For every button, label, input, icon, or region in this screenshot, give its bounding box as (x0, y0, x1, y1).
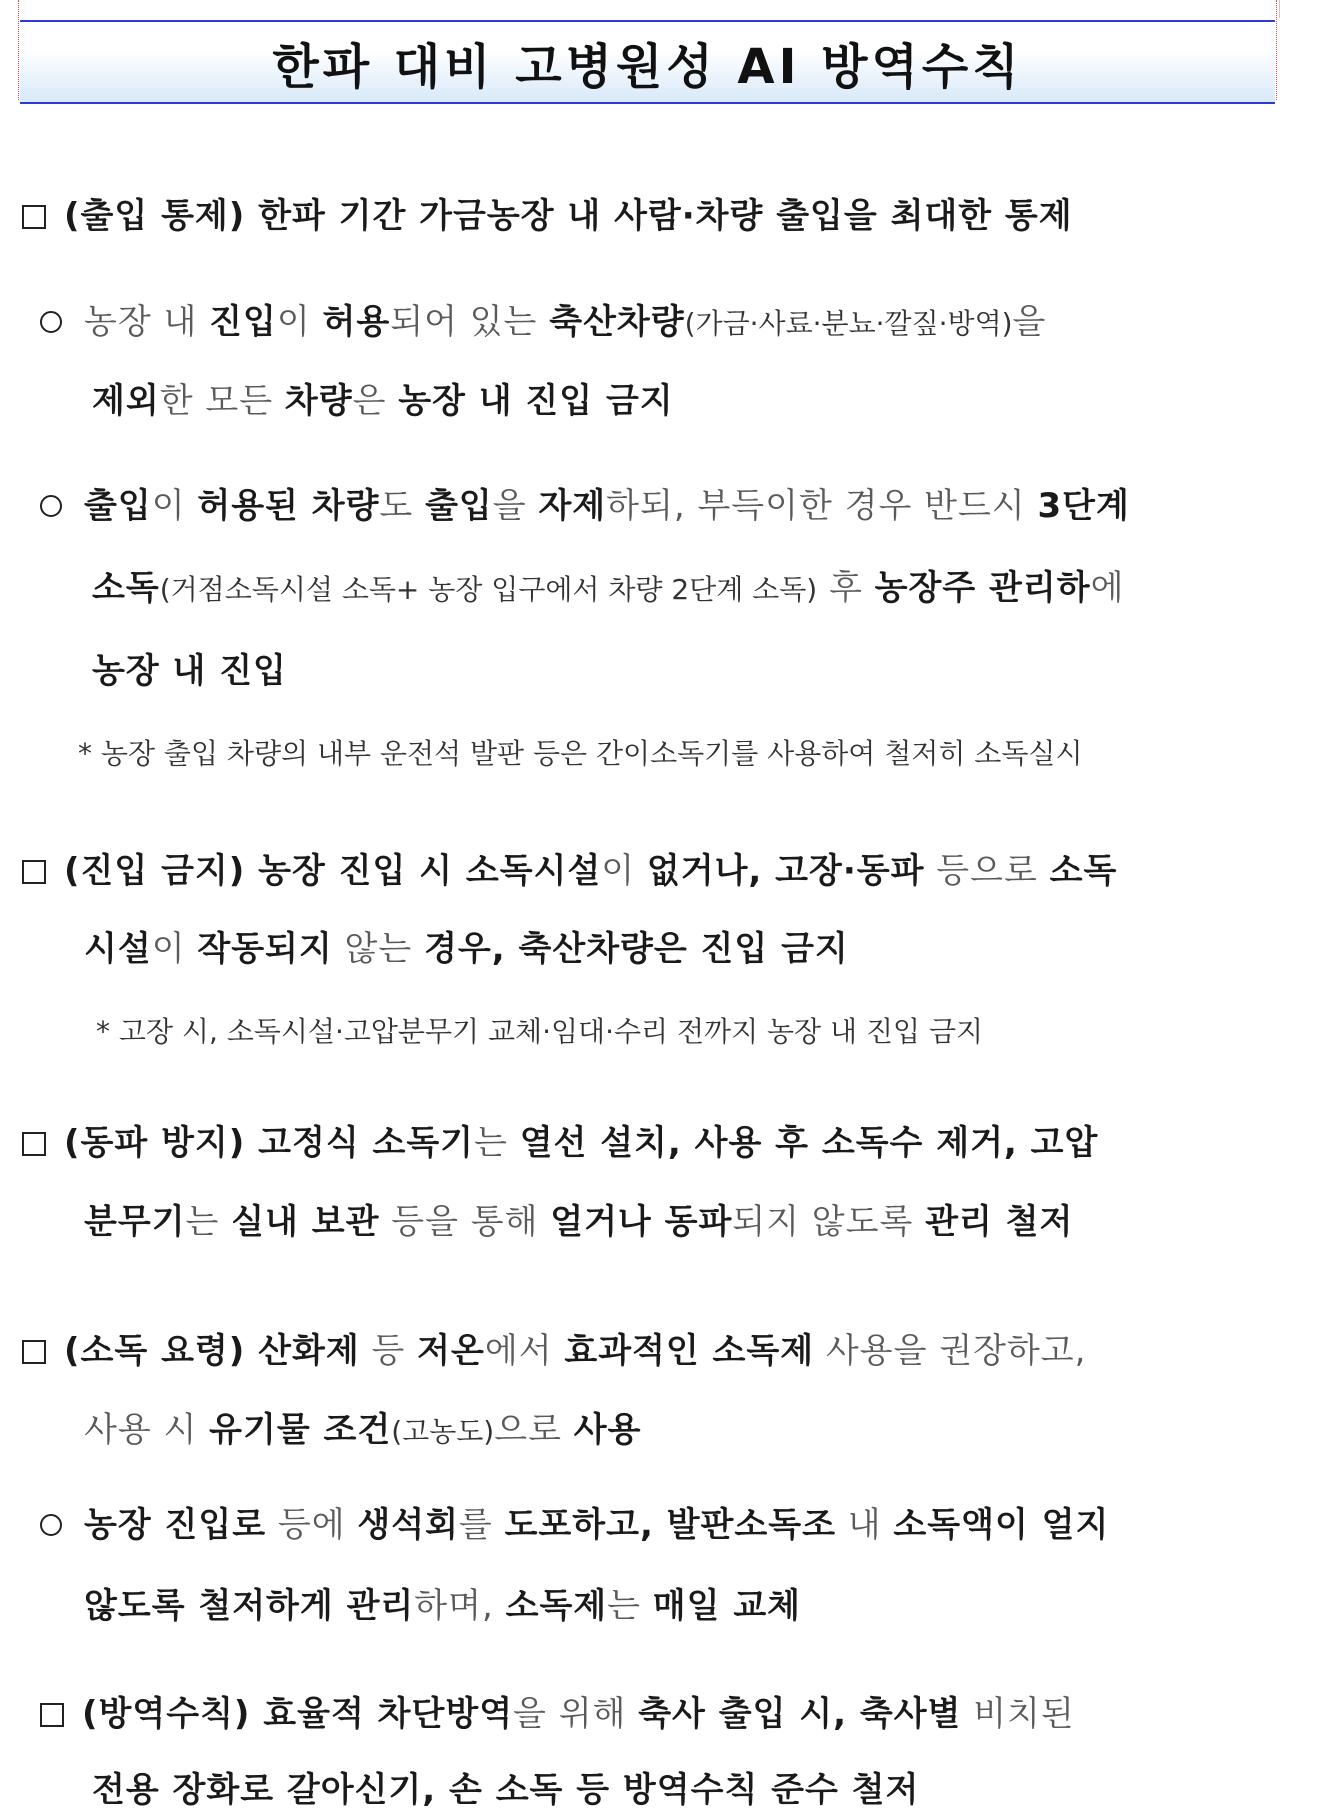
page-edge (1279, 0, 1280, 18)
text-run: 에 (1090, 568, 1125, 608)
text-run: 소독액이 얼지 (893, 1505, 1110, 1545)
text-run: 농장 진입로 (84, 1505, 267, 1545)
section-3-line-1 (22, 1115, 1098, 1164)
checkbox-square-icon (22, 860, 46, 884)
text-run: 자제 (538, 486, 607, 526)
text-run: 축산차량 (549, 302, 685, 342)
circle-bullet-icon (40, 1514, 62, 1536)
checkbox-square-icon (22, 1132, 46, 1156)
text-run: (소독 요령) 산화제 (64, 1331, 360, 1371)
section-1-note: * 농장 출입 차량의 내부 운전석 발판 등은 간이소독기를 사용하여 철저히 소독실시 (78, 737, 1083, 770)
text-run: 사용 시 (84, 1410, 210, 1450)
checkbox-square-icon (22, 205, 46, 229)
text-run: 없거나, 고장·동파 (646, 851, 925, 891)
text-run: 축사 출입 시, 축사별 (638, 1694, 962, 1734)
text-run: 출입 (425, 486, 493, 526)
page-title: 한파 대비 고병원성 AI 방역수칙 (272, 38, 1023, 95)
text-run: 소독제 (505, 1586, 608, 1626)
section-2-line-1 (22, 843, 1117, 892)
text-run: 경우, 축산차량은 진입 금지 (424, 929, 849, 969)
text-run: 등 (359, 1331, 418, 1371)
text-run: 3단계 (1037, 486, 1130, 526)
text-run: 을 (492, 486, 539, 526)
text-run: 사용을 권장하고, (814, 1331, 1087, 1371)
text-run: (진입 금지) 농장 진입 시 소독시설 (64, 851, 602, 891)
text-run: 내 (835, 1505, 894, 1545)
text-run: 등을 통해 (379, 1202, 551, 1242)
section-4-line-1 (22, 1323, 1086, 1372)
text-run: (가금·사료·분뇨·깔짚·방역) (684, 307, 1013, 340)
text-run: (출입 통제) 한파 기간 가금농장 내 사람·차량 출입을 최대한 통제 (64, 196, 1073, 236)
text-run: 는 (607, 1586, 653, 1626)
text-run: 비치된 (961, 1694, 1075, 1734)
text-run: 은 (352, 381, 399, 421)
title-box (20, 20, 1275, 104)
section-4-bullet-1-line-1 (40, 1497, 1109, 1546)
text-run: 실내 보관 (231, 1202, 380, 1242)
text-run: 하며, (414, 1586, 506, 1626)
text-run: 효과적인 소독제 (564, 1331, 815, 1371)
text-run: 생석회 (357, 1505, 459, 1545)
text-run: 는 (474, 1123, 520, 1163)
section-2-note: * 고장 시, 소독시설·고압분무기 교체·임대·수리 전까지 농장 내 진입 금지 (96, 1015, 984, 1048)
text-run: 농장 내 진입 금지 (398, 381, 674, 421)
text-run: 저온 (417, 1331, 485, 1371)
text-run: (방역수칙) 효율적 차단방역 (82, 1694, 514, 1734)
section-1-bullet-2-line-2 (92, 560, 1124, 609)
text-run: 차량 (284, 381, 353, 421)
text-run: 시설 (84, 929, 152, 969)
text-run: (거점소독시설 소독+ 농장 입구에서 차량 2단계 소독) (159, 573, 818, 606)
text-run: 사용 (573, 1410, 642, 1450)
text-run: 분무기 (84, 1202, 186, 1242)
section-1-heading (22, 188, 1073, 237)
text-run: 허용된 차량 (197, 486, 380, 526)
text-run: 유기물 조건 (209, 1410, 392, 1450)
checkbox-square-icon (40, 1703, 64, 1727)
section-4-bullet-1-line-2 (84, 1578, 801, 1627)
margin-guide-left (18, 0, 19, 100)
text-run: 매일 교체 (652, 1586, 802, 1626)
checkbox-square-icon (22, 1340, 46, 1364)
text-run: 도 (379, 486, 426, 526)
circle-bullet-icon (40, 311, 62, 333)
text-run: 소독 (92, 568, 160, 608)
section-1-bullet-1-line-1 (40, 294, 1046, 343)
section-3-line-2 (84, 1194, 1073, 1243)
text-run: (고농도) (391, 1415, 495, 1448)
text-run: 농장 내 진입 (92, 651, 287, 691)
text-run: 작동되지 (197, 929, 333, 969)
text-run: 소독 (1049, 851, 1118, 891)
text-run: 되지 않도록 (732, 1202, 926, 1242)
section-2-line-2 (84, 921, 849, 970)
text-run: 되어 있는 (390, 302, 550, 342)
text-run: 제외 (92, 381, 160, 421)
text-run: 출입 (84, 486, 152, 526)
text-run: 을 (1012, 302, 1047, 342)
text-run: 관리 철저 (925, 1202, 1074, 1242)
text-run: 을 위해 (513, 1694, 639, 1734)
text-run: 얼거나 동파 (550, 1202, 733, 1242)
text-run: 이 (601, 851, 647, 891)
text-run: 이 (151, 486, 198, 526)
text-run: 후 (817, 568, 875, 608)
section-1-bullet-2-line-3 (92, 643, 287, 692)
text-run: 하되, 부득이한 경우 반드시 (606, 486, 1038, 526)
section-4-line-2 (84, 1402, 641, 1451)
text-run: 농장주 관리하 (874, 568, 1091, 608)
text-run: 으로 (494, 1410, 574, 1450)
section-5-line-2 (92, 1762, 919, 1811)
margin-guide-right (1276, 0, 1277, 100)
text-run: 한 모든 (159, 381, 285, 421)
text-run: 열선 설치, 사용 후 소독수 제거, 고압 (519, 1123, 1099, 1163)
text-run: (동파 방지) 고정식 소독기 (64, 1123, 475, 1163)
text-run: 에서 (484, 1331, 565, 1371)
text-run: 허용 (322, 302, 391, 342)
text-run: 농장 내 (84, 302, 210, 342)
text-run: 등에 (266, 1505, 358, 1545)
text-run: 않도록 철저하게 관리 (84, 1586, 415, 1626)
text-run: 를 (458, 1505, 505, 1545)
text-run: 이 (276, 302, 323, 342)
text-run: 전용 장화로 갈아신기, 손 소독 등 방역수칙 준수 철저 (92, 1770, 920, 1810)
text-run: 않는 (332, 929, 425, 969)
section-1-bullet-1-line-2 (92, 373, 674, 422)
circle-bullet-icon (40, 495, 62, 517)
text-run: 도포하고, 발판소독조 (504, 1505, 836, 1545)
section-1-bullet-2-line-1 (40, 478, 1130, 527)
text-run: 는 (185, 1202, 232, 1242)
text-run: 진입 (209, 302, 277, 342)
section-5-line-1 (40, 1686, 1075, 1735)
text-run: 이 (151, 929, 198, 969)
text-run: 등으로 (924, 851, 1050, 891)
